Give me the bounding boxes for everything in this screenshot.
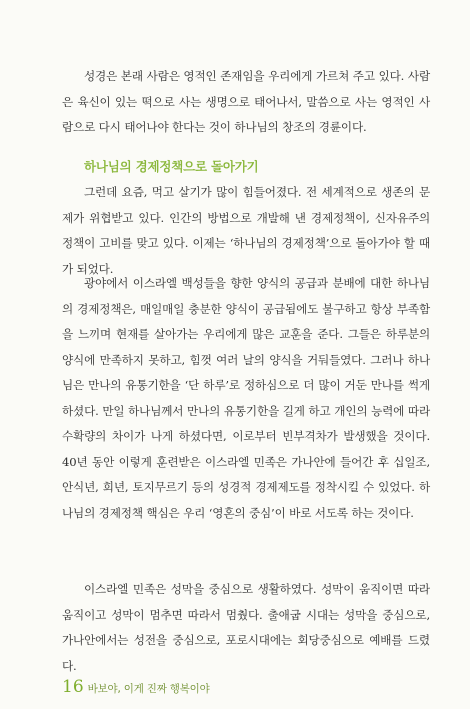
body-paragraph-1: 성경은 본래 사람은 영적인 존재임을 우리에게 가르쳐 주고 있다. 사람은 육신이 있는 떡으로 사는 생명으로 태어나서, 말씀으로 사는 영적인 사람으로 다시 태어나야 한다는 것이 하나님의 창조의 경륜이다. — [62, 69, 430, 134]
running-title: 바보야, 이게 진짜 행복이야 — [87, 683, 210, 695]
section-heading: 하나님의 경제정책으로 돌아가기 — [84, 159, 259, 174]
body-paragraph-2: 그런데 요즘, 먹고 살기가 많이 힘들어졌다. 전 세계적으로 생존의 문제가 위협받고 있다. 인간의 방법으로 개발해 낸 경제정책이, 신자유주의 정책이 고비를 맞고 있다. 이제는 ‘하나님의 경제정책’으로 돌아가야 할 때가 되었다. — [62, 185, 430, 276]
body-paragraph-4: 이스라엘 민족은 성막을 중심으로 생활하였다. 성막이 움직이면 따라 움직이고 성막이 멈추면 따라서 멈췄다. 출애굽 시대는 성막을 중심으로, 가나안에서는 성전을 중심으로, 포로시대에는 회당중심으로 예배를 드렸다. — [62, 582, 430, 673]
body-paragraph-3: 광야에서 이스라엘 백성들을 향한 양식의 공급과 분배에 대한 하나님의 경제정책은, 매일매일 충분한 양식이 공급됨에도 불구하고 항상 부족함을 느끼며 현재를 살아가는 우리에게 많은 교훈을 준다. 그들은 하루분의 양식에 만족하지 못하고, 힘껏 여러 날의 양식을 거둬들였다. 그러나 하나님은 만나의 유통기한을 ‘단 하루’로 정하심으로 더 많이 거둔 만나를 썩게 하셨다. 만일 하나님께서 만나의 유통기한을 길게 하고 개인의 능력에 따라 수확량의 차이가 나게 하셨다면, 이로부터 빈부격차가 발생했을 것이다. 40년 동안 이렇게 훈련받은 이스라엘 민족은 가나안에 들어간 후 십일조, 안식년, 희년, 토지무르기 등의 성경적 경제제도를 정착시킬 수 있었다. 하나님의 경제정책 핵심은 우리 ‘영혼의 중심’이 바로 서도록 하는 것이다. — [62, 276, 430, 520]
page-footer — [62, 677, 210, 699]
page-number: 16 — [62, 677, 84, 697]
